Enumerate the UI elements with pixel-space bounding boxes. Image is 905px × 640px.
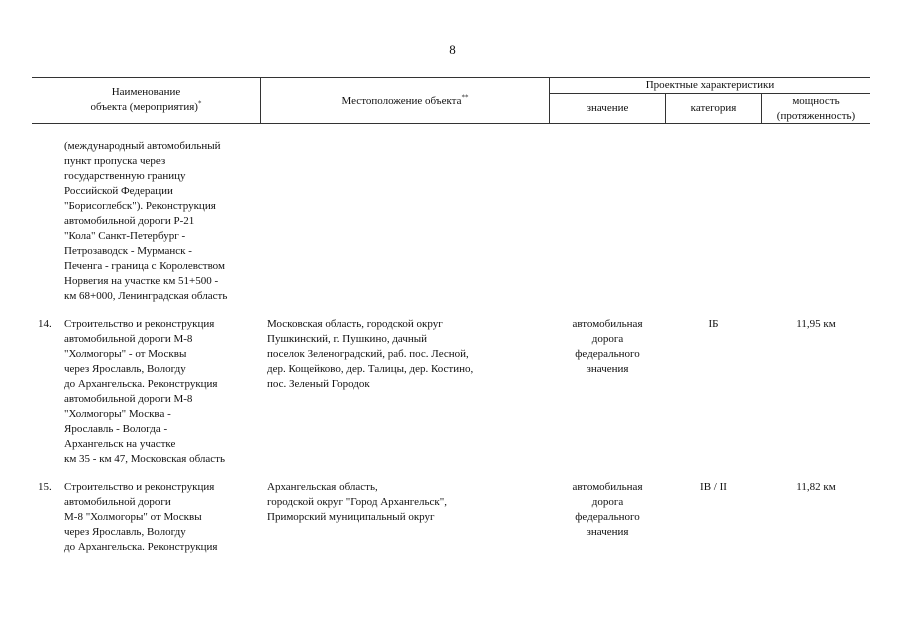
header-category: категория [690, 102, 737, 114]
header-capacity-cell [762, 94, 870, 124]
footnote-mark: * [197, 99, 202, 108]
header-location-cell: Местоположение объекта** [341, 93, 469, 107]
row-capacity: 11,95 км [796, 318, 836, 330]
row-name: (международный автомобильный пункт пропуска через государственную границу Российской Федерации "Борисоглебск"). Реконструкция автомобильной дороги Р-21 "Кола" Санкт-Петербург - Петрозаводск - Мурманск - Печенга - граница с Королевством Норвегия на участке км 51+500 - км 68+000, Ленинградская область [64, 140, 228, 302]
header-capacity-line2: (протяженность) [776, 110, 856, 122]
header-bottom-rule [32, 123, 870, 124]
header-name-line2: объекта (мероприятия)* [90, 99, 202, 113]
header-name-cell [32, 85, 260, 115]
header-name-line1: Наименование [111, 86, 181, 98]
header-capacity-line1: мощность [792, 95, 840, 107]
header-project-characteristics: Проектные характеристики [645, 79, 775, 91]
row-category: IB / II [700, 481, 727, 493]
row-name: Строительство и реконструкция автомобильной дороги М-8 "Холмогоры" - от Москвы через Ярославль, Вологду до Архангельска. Реконструкция автомобильной дороги М-8 "Холмогоры" Москва - Ярославль - Вологда - Архангельск на участке км 35 - км 47, Московская область [64, 318, 226, 465]
footnote-mark: ** [461, 93, 469, 102]
row-location: Архангельская область, городской округ "Город Архангельск", Приморский муниципальный округ [267, 481, 447, 523]
row-category: IБ [708, 318, 719, 330]
row-number: 15. [38, 481, 52, 493]
row-value: автомобильная дорога федерального значения [572, 318, 643, 375]
row-capacity: 11,82 км [796, 481, 836, 493]
header-value: значение [586, 102, 629, 114]
page-number: 8 [449, 42, 456, 57]
row-location: Московская область, городской округ Пушкинский, г. Пушкино, дачный поселок Зеленоградский, раб. пос. Лесной, дер. Кощейково, дер. Талицы, дер. Костино, пос. Зеленый Городок [267, 318, 474, 390]
row-number: 14. [38, 318, 52, 330]
row-name: Строительство и реконструкция автомобильной дороги М-8 "Холмогоры" от Москвы через Ярославль, Вологду до Архангельска. Реконструкция [64, 481, 218, 553]
row-value: автомобильная дорога федерального значения [572, 481, 643, 538]
